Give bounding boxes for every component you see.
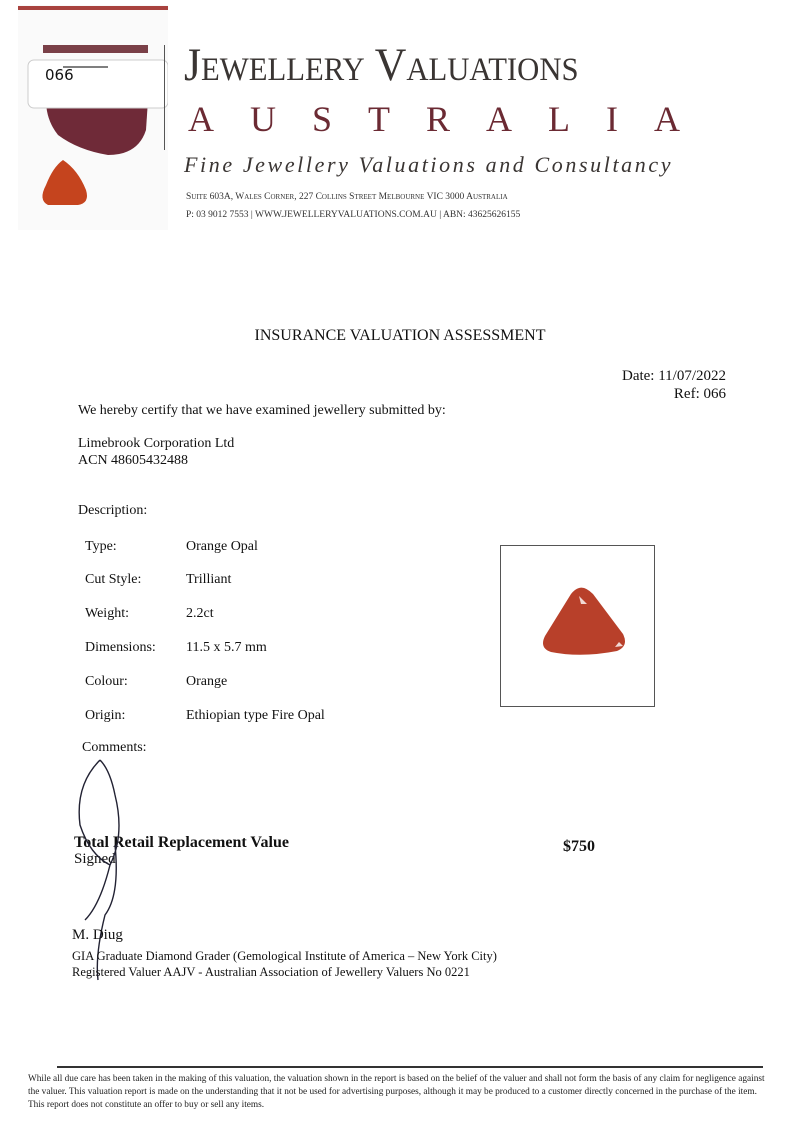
tagline: Fine Jewellery Valuations and Consultancy	[184, 152, 674, 177]
field-value: Trilliant	[186, 572, 232, 587]
brand-country: AUSTRALIA	[188, 99, 716, 139]
reference: Ref: 066	[673, 386, 726, 402]
contact-line: P: 03 9012 7553 | WWW.JEWELLERYVALUATIONS.COM.AU | ABN: 43625626155	[186, 210, 521, 220]
address: Suite 603A, Wales Corner, 227 Collins Street Melbourne VIC 3000 Australia	[186, 192, 508, 202]
gem-photo	[500, 545, 655, 707]
field-value: Orange Opal	[186, 539, 258, 554]
field-label: Weight:	[85, 606, 129, 621]
description-label: Description:	[78, 503, 148, 518]
disclaimer: While all due care has been taken in the making of this valuation, the valuation shown in the report is based on the belief of the valuer and shall not form the basis of any claim for negligence against the valuer. This valuation report is made on the understanding that it not be used for advertising purposes, although it may be produced to a customer directly concerned in the purchase of the item. This report does not constitute an offer to buy or sell any items.	[28, 1074, 765, 1110]
document-title: INSURANCE VALUATION ASSESSMENT	[254, 327, 546, 344]
valuer-name: M. Diug	[72, 927, 123, 943]
field-value: 2.2ct	[186, 606, 214, 621]
tag-number: 066	[45, 66, 74, 84]
field-label: Cut Style:	[85, 572, 142, 587]
field-value: 11.5 x 5.7 mm	[186, 640, 267, 655]
footer-rule	[57, 1066, 763, 1068]
field-label: Origin:	[85, 708, 126, 723]
signed-label: Signed	[74, 851, 116, 867]
certify-text: We hereby certify that we have examined jewellery submitted by:	[78, 403, 446, 418]
field-label: Type:	[85, 539, 117, 554]
client-acn: ACN 48605432488	[78, 453, 189, 468]
total-value: $750	[563, 838, 595, 855]
field-value: Ethiopian type Fire Opal	[186, 708, 325, 723]
field-label: Dimensions:	[85, 640, 156, 655]
gem-bag-photo	[18, 5, 168, 230]
divider	[164, 45, 165, 150]
brand-name: Jewellery Valuations	[184, 39, 579, 91]
client-name: Limebrook Corporation Ltd	[78, 436, 235, 451]
total-label: Total Retail Replacement Value	[74, 834, 289, 851]
field-label: Colour:	[85, 674, 128, 689]
field-value: Orange	[186, 674, 228, 689]
valuer-credential: Registered Valuer AAJV - Australian Association of Jewellery Valuers No 0221	[72, 965, 470, 979]
date: Date: 11/07/2022	[621, 368, 726, 384]
comments-label: Comments:	[82, 740, 147, 755]
valuer-credential: GIA Graduate Diamond Grader (Gemological Institute of America – New York City)	[72, 949, 497, 963]
